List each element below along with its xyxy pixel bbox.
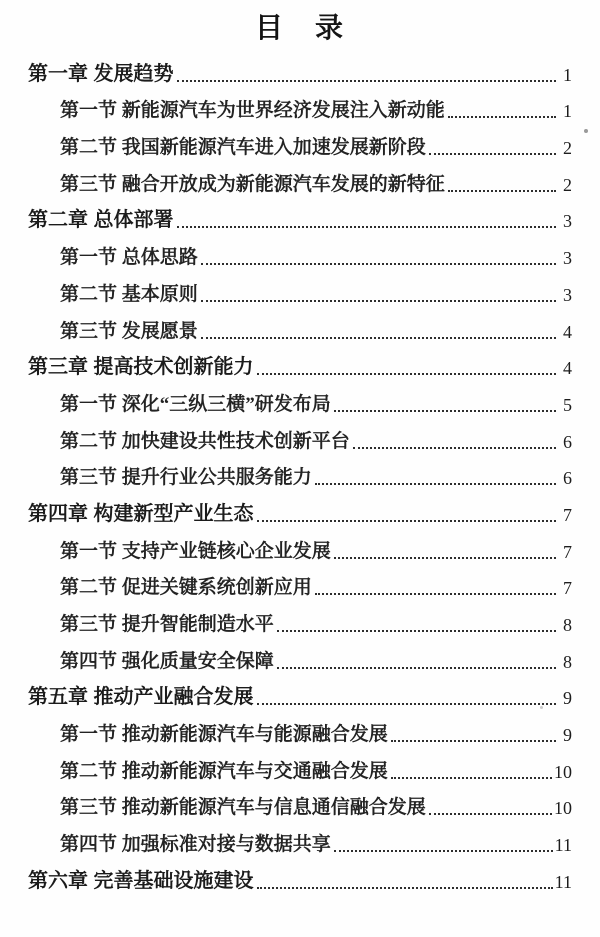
toc-page-number: 11 [554, 871, 572, 892]
toc-entry-section[interactable] [28, 568, 572, 605]
dot-leader [201, 337, 556, 339]
dot-leader [257, 373, 556, 375]
toc-entry-chapter[interactable] [28, 678, 572, 715]
toc-entry-title: 第三章 提高技术创新能力 [28, 356, 254, 379]
toc-page-number: 6 [563, 431, 572, 452]
dot-leader [277, 667, 556, 669]
toc-entry-title: 第六章 完善基础设施建设 [28, 869, 254, 892]
toc-entry-title: 第二节 加快建设共性技术创新平台 [60, 430, 350, 452]
toc-entry-chapter[interactable] [28, 54, 572, 91]
toc-page-number: 7 [563, 541, 572, 562]
toc-entry-chapter[interactable] [28, 861, 572, 898]
toc-page-number: 10 [554, 798, 572, 819]
page-title: 目 录 [254, 12, 345, 43]
toc-entry-title: 第一节 总体思路 [60, 247, 198, 269]
scan-speck [584, 129, 588, 133]
toc-entry-title: 第二节 基本原则 [60, 283, 198, 305]
toc-entry-section[interactable] [28, 641, 572, 678]
toc-page-number: 3 [563, 284, 572, 305]
toc-entry-title: 第二节 促进关键系统创新应用 [60, 577, 312, 599]
toc-entry-title: 第三节 发展愿景 [60, 320, 198, 342]
toc-page-number: 4 [563, 358, 572, 379]
toc-page-number: 4 [563, 321, 572, 342]
dot-leader [429, 813, 552, 815]
toc-entry-title: 第三节 推动新能源汽车与信息通信融合发展 [60, 797, 426, 819]
toc-page-number: 10 [554, 761, 572, 782]
toc-entry-section[interactable] [28, 788, 572, 825]
toc-entry-title: 第一章 发展趋势 [28, 62, 174, 85]
toc-entry-section[interactable] [28, 458, 572, 495]
toc-entry-section[interactable] [28, 127, 572, 164]
toc-entry-section[interactable] [28, 91, 572, 128]
dot-leader [448, 116, 556, 118]
toc-entry-title: 第二节 推动新能源汽车与交通融合发展 [60, 760, 388, 782]
toc-page-number: 9 [563, 688, 572, 709]
toc-entry-section[interactable] [28, 384, 572, 421]
toc-entry-title: 第四节 加强标准对接与数据共享 [60, 834, 331, 856]
toc-entry-section[interactable] [28, 531, 572, 568]
dot-leader [257, 887, 553, 889]
toc-entry-section[interactable] [28, 751, 572, 788]
toc-page-number: 7 [563, 504, 572, 525]
toc-entry-title: 第三节 提升行业公共服务能力 [60, 467, 312, 489]
toc-page-number: 1 [563, 101, 572, 122]
toc-entry-title: 第一节 支持产业链核心企业发展 [60, 540, 331, 562]
dot-leader [391, 777, 552, 779]
toc-entry-section[interactable] [28, 421, 572, 458]
toc-entry-title: 第四章 构建新型产业生态 [28, 502, 254, 525]
dot-leader [353, 447, 556, 449]
dot-leader [391, 740, 556, 742]
dot-leader [177, 226, 556, 228]
toc-page-number: 2 [563, 174, 572, 195]
toc-entry-section[interactable] [28, 237, 572, 274]
toc-entry-chapter[interactable] [28, 201, 572, 238]
toc-entry-section[interactable] [28, 164, 572, 201]
toc-page-number: 3 [563, 248, 572, 269]
toc-entry-title: 第三节 融合开放成为新能源汽车发展的新特征 [60, 173, 445, 195]
toc-page-number: 11 [554, 835, 572, 856]
toc-entry-title: 第二节 我国新能源汽车进入加速发展新阶段 [60, 137, 426, 159]
toc-page-number: 5 [563, 394, 572, 415]
toc-entry-title: 第四节 强化质量安全保障 [60, 650, 274, 672]
dot-leader [315, 483, 556, 485]
toc-entry-title: 第三节 提升智能制造水平 [60, 614, 274, 635]
dot-leader [257, 703, 556, 705]
toc-page-number: 7 [563, 578, 572, 599]
dot-leader [277, 630, 556, 632]
toc-page-number: 8 [563, 651, 572, 672]
dot-leader [334, 410, 556, 412]
dot-leader [334, 557, 556, 559]
toc-entry-section[interactable] [28, 311, 572, 348]
toc-entry-title: 第二章 总体部署 [28, 209, 174, 232]
toc-page-number: 2 [563, 138, 572, 159]
dot-leader [177, 80, 556, 82]
dot-leader [334, 850, 553, 852]
toc-page-number: 3 [563, 211, 572, 232]
toc-entry-section[interactable] [28, 714, 572, 751]
toc-page-number: 6 [563, 468, 572, 489]
scan-speck [540, 706, 543, 709]
dot-leader [315, 593, 556, 595]
toc-entry-title: 第一节 深化“三纵三横”研发布局 [60, 393, 331, 415]
toc-entry-section[interactable] [28, 604, 572, 641]
toc-page-number: 8 [563, 615, 572, 635]
dot-leader [201, 300, 556, 302]
toc-list [0, 54, 600, 898]
toc-entry-title: 第五章 推动产业融合发展 [28, 686, 254, 709]
toc-entry-chapter[interactable] [28, 348, 572, 385]
toc-entry-chapter[interactable] [28, 494, 572, 531]
toc-entry-title: 第一节 新能源汽车为世界经济发展注入新动能 [60, 100, 445, 122]
toc-page-number: 1 [563, 64, 572, 85]
dot-leader [201, 263, 556, 265]
toc-page-number: 9 [563, 725, 572, 746]
dot-leader [257, 520, 556, 522]
dot-leader [448, 190, 556, 192]
toc-entry-section[interactable] [28, 274, 572, 311]
dot-leader [429, 153, 556, 155]
toc-entry-title: 第一节 推动新能源汽车与能源融合发展 [60, 724, 388, 746]
toc-entry-section[interactable] [28, 824, 572, 861]
